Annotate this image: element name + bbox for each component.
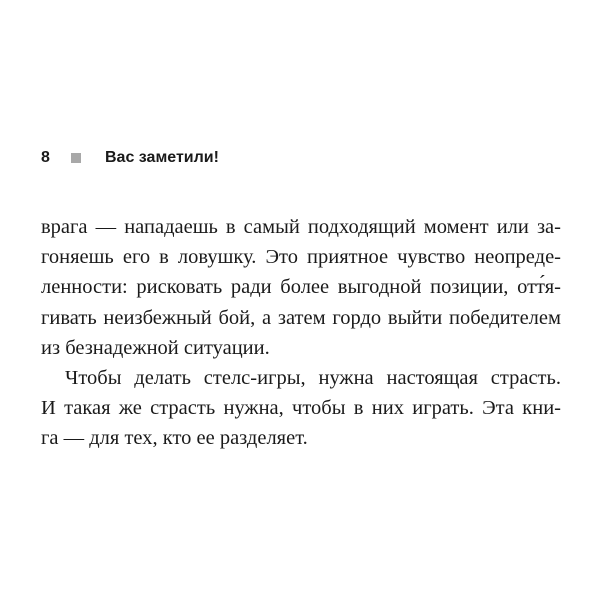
square-separator-icon [71,153,81,163]
text-line: врага — нападаешь в самый подходящий момент или за- [41,216,561,238]
text-line: гоняешь его в ловушку. Это приятное чувство неопреде- [41,246,561,269]
text-line: гивать неизбежный бой, а затем гордо выйти победителем [41,306,561,329]
text-line: ленности: рисковать ради более выгодной позиции, отт́я- [41,276,561,299]
page-number: 8 [41,149,50,166]
running-head [41,148,219,168]
chapter-title: Вас заметили! [105,149,219,166]
text-line: И такая же страсть нужна, чтобы в них играть. Эта кни- [41,397,561,420]
text-line: Чтобы делать стелс-игры, нужна настоящая страсть. [65,366,561,389]
text-line: из безнадежной ситуации. [41,336,270,359]
text-line: га — для тех, кто ее разделяет. [41,427,308,450]
body-text [41,212,561,454]
